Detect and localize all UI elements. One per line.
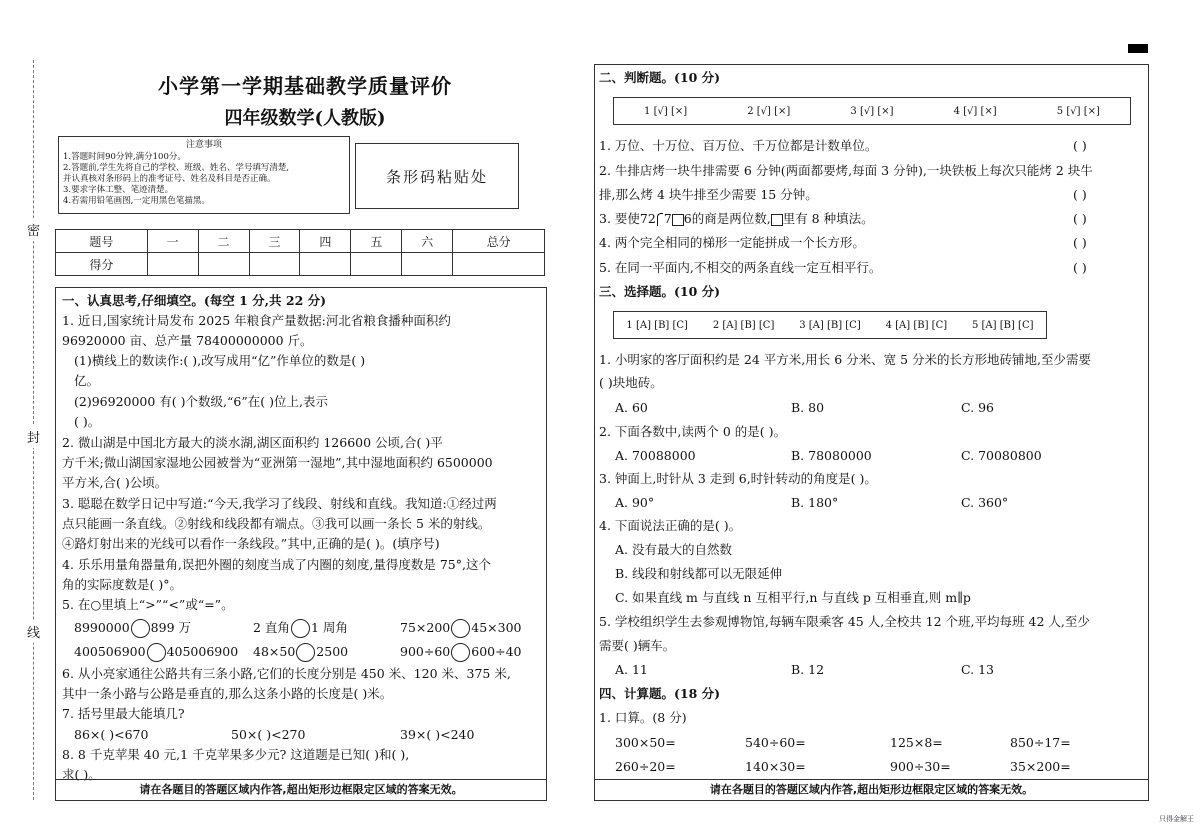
choice-q5: 需要( )辆车。 [599, 638, 676, 653]
judge-q2: 排,那么烤 4 块牛排至少需要 15 分钟。 [599, 187, 818, 202]
q7-item: 39×( )<240 [400, 727, 475, 742]
judge-q4: 4. 两个完全相同的梯形一定能拼成一个长方形。 [599, 235, 865, 250]
compare-item [400, 643, 522, 662]
q7-item: 50×( )<270 [231, 727, 306, 742]
choice-answer-sheet [613, 311, 1047, 339]
choice-answer-slot[interactable]: 5 [A] [B] [C] [971, 319, 1034, 331]
notice-item: 1.答题时间90分钟,满分100分。 [63, 152, 186, 162]
choice-q2: 2. 下面各数中,读两个 0 的是( )。 [599, 424, 787, 439]
q7-line: 7. 括号里最大能填几? [62, 706, 185, 721]
compare-left: 900÷60 [400, 644, 451, 659]
notice-item: 2.答题前,学生先将自己的学校、班级、姓名、学号填写清楚, [63, 163, 290, 173]
judge-q3-text: 6的商是两位数, [683, 211, 771, 226]
compare-right: 2500 [316, 644, 349, 659]
choice-option: B. 180° [791, 495, 839, 510]
compare-item [253, 619, 348, 638]
oral-calc-item: 140×30= [745, 759, 806, 774]
judge-q1: 1. 万位、十万位、百万位、千万位都是计数单位。 [599, 138, 878, 153]
compare-circle[interactable] [147, 643, 166, 662]
q1-part1: (1)横线上的数读作:( ),改写成用“亿”作单位的数是( ) [74, 353, 366, 368]
compare-circle[interactable] [451, 619, 470, 638]
choice-answer-slot[interactable]: 4 [A] [B] [C] [885, 319, 948, 331]
q6-line: 其中一条小路与公路是垂直的,那么这条小路的长度是( )米。 [62, 686, 393, 701]
compare-circle[interactable] [291, 619, 310, 638]
oral-calc-item: 900÷30= [890, 759, 951, 774]
judge-paren: ( ) [1073, 235, 1087, 250]
score-header-cell: 总分 [453, 230, 545, 253]
choice-option: C. 96 [961, 400, 994, 415]
choice-option: B. 12 [791, 662, 825, 677]
choice-option: A. 没有最大的自然数 [615, 542, 732, 557]
compare-left: 400506900 [74, 644, 146, 659]
judge-q3-text: 里有 8 种填法。 [782, 211, 874, 226]
choice-option: C. 13 [961, 662, 994, 677]
judge-q5: 5. 在同一平面内,不相交的两条直线一定互相平行。 [599, 260, 882, 275]
compare-circle[interactable] [296, 643, 315, 662]
compare-item [400, 619, 522, 638]
judge-answer-slot[interactable]: 4 [√] [×] [953, 105, 997, 117]
choice-option: A. 11 [615, 662, 648, 677]
choice-option: B. 线段和射线都可以无限延伸 [615, 566, 783, 581]
notice-box [58, 136, 350, 214]
q2-line: 平方米,合( )公顷。 [62, 475, 168, 490]
notice-item: 并认真核对条形码上的准考证号、姓名及科目是否正确。 [63, 174, 276, 184]
q8-line: 8. 8 千克苹果 40 元,1 千克苹果多少元? 这道题是已知( )和( ), [62, 747, 410, 762]
judge-paren: ( ) [1073, 260, 1087, 275]
score-header-cell: 一 [147, 230, 198, 253]
oral-calc-item: 300×50= [615, 735, 676, 750]
judge-paren: ( ) [1073, 138, 1087, 153]
binding-mark-xian: 线 [27, 620, 40, 643]
judge-paren: ( ) [1073, 211, 1087, 226]
compare-left: 2 直角 [253, 620, 290, 635]
judge-q2: 2. 牛排店烤一块牛排需要 6 分钟(两面都要烤,每面 3 分钟),一块铁板上每次只能烤 2 块牛 [599, 163, 1093, 178]
score-cell[interactable] [402, 253, 453, 276]
score-cell[interactable] [198, 253, 249, 276]
q2-line: 2. 微山湖是中国北方最大的淡水湖,湖区面积约 126600 公顷,合( )平 [62, 435, 443, 450]
compare-circle[interactable] [131, 619, 150, 638]
q1-line: 96920000 亩、总产量 78400000000 斤。 [62, 333, 313, 348]
q3-line: ④路灯射出来的光线可以看作一条线段。”其中,正确的是( )。(填序号) [62, 536, 440, 551]
right-footer-warning: 请在各题目的答题区域内作答,超出矩形边框限定区域的答案无效。 [595, 779, 1148, 800]
score-cell[interactable] [300, 253, 351, 276]
score-table [55, 229, 545, 276]
q6-line: 6. 从小亮家通往公路共有三条小路,它们的长度分别是 450 米、120 米、375 米, [62, 666, 511, 681]
section-1-heading: 一、认真思考,仔细填空。(每空 1 分,共 22 分) [62, 293, 327, 308]
choice-q1: ( )块地砖。 [599, 375, 663, 390]
oral-calc-item: 125×8= [890, 735, 943, 750]
compare-item [74, 643, 238, 662]
notice-title: 注意事项 [185, 140, 222, 150]
choice-answer-slot[interactable]: 1 [A] [B] [C] [626, 319, 688, 331]
choice-q4: 4. 下面说法正确的是( )。 [599, 518, 742, 533]
q2-line: 方千米;微山湖国家湿地公园被誉为“亚洲第一湿地”,其中湿地面积约 6500000 [62, 455, 493, 470]
choice-option: A. 60 [615, 400, 648, 415]
oral-calc-item: 35×200= [1010, 759, 1071, 774]
score-header-cell: 六 [402, 230, 453, 253]
choice-option: B. 78080000 [791, 448, 872, 463]
q5-line: 5. 在○里填上“>”“<”或“=”。 [62, 597, 234, 612]
choice-option: C. 如果直线 m 与直线 n 互相平行,n 与直线 p 互相垂直,则 m∥p [615, 590, 971, 605]
score-header-cell: 二 [198, 230, 249, 253]
judge-paren: ( ) [1073, 187, 1087, 202]
score-header-cell: 题号 [56, 230, 148, 253]
q1-line: 1. 近日,国家统计局发布 2025 年粮食产量数据:河北省粮食播种面积约 [62, 313, 451, 328]
score-header-cell: 五 [351, 230, 402, 253]
choice-q1: 1. 小明家的客厅面积约是 24 平方米,用长 6 分米、宽 5 分米的长方形地砖铺地,至少需要 [599, 352, 1091, 367]
right-answer-panel [594, 64, 1149, 801]
notice-item: 3.要求字体工整、笔迹清楚。 [63, 185, 174, 195]
oral-calc-item: 540÷60= [745, 735, 806, 750]
compare-right: 45×300 [471, 620, 522, 635]
section-4-heading: 四、计算题。(18 分) [599, 686, 721, 701]
watermark-logo: 只得金解王 [1159, 815, 1194, 823]
judge-q3-text: 7 [663, 211, 672, 226]
q4-line: 4. 乐乐用量角器量角,误把外圈的刻度当成了内圈的刻度,量得度数是 75°,这个 [62, 557, 491, 572]
division-bracket-icon [657, 213, 663, 226]
blank-square-icon [771, 214, 783, 226]
left-answer-panel [55, 287, 547, 801]
score-cell[interactable] [249, 253, 300, 276]
judge-answer-sheet [613, 97, 1131, 125]
q8-line: 求( )。 [62, 767, 101, 782]
judge-answer-slot[interactable]: 1 [√] [×] [644, 105, 688, 117]
section-3-heading: 三、选择题。(10 分) [599, 284, 721, 299]
choice-option: B. 80 [791, 400, 825, 415]
q1-part2-end: ( )。 [74, 414, 101, 429]
choice-answer-slot[interactable]: 3 [A] [B] [C] [799, 319, 861, 331]
q3-line: 点只能画一条直线。②射线和线段都有端点。③我可以画一条长 5 米的射线。 [62, 516, 491, 531]
oral-calc-item: 260÷20= [615, 759, 676, 774]
judge-answer-slot[interactable]: 2 [√] [×] [747, 105, 791, 117]
exam-title: 小学第一学期基础教学质量评价 [158, 74, 452, 98]
calc-part1-heading: 1. 口算。(8 分) [599, 710, 687, 725]
compare-right: 899 万 [150, 620, 192, 635]
compare-left: 8990000 [74, 620, 130, 635]
blank-square-icon [672, 214, 684, 226]
compare-right: 600÷40 [471, 644, 522, 659]
judge-q3-text: 3. 要使72 [599, 211, 656, 226]
barcode-area: 条形码粘贴处 [355, 143, 519, 209]
q1-part1-end: 亿。 [74, 373, 100, 388]
q3-line: 3. 聪聪在数学日记中写道:“今天,我学习了线段、射线和直线。我知道:①经过两 [62, 496, 497, 511]
compare-item [253, 643, 348, 662]
exam-subtitle: 四年级数学(人教版) [224, 108, 386, 129]
compare-right: 405006900 [166, 644, 239, 659]
choice-answer-slot[interactable]: 2 [A] [B] [C] [712, 319, 775, 331]
choice-q3: 3. 钟面上,时针从 3 走到 6,时针转动的角度是( )。 [599, 471, 877, 486]
compare-right: 1 周角 [310, 620, 348, 635]
choice-option: C. 70080800 [961, 448, 1042, 463]
choice-option: C. 360° [961, 495, 1009, 510]
q7-item: 86×( )<670 [74, 727, 149, 742]
choice-option: A. 70088000 [615, 448, 696, 463]
left-footer-warning: 请在各题目的答题区域内作答,超出矩形边框限定区域的答案无效。 [56, 779, 546, 800]
score-row-label: 得分 [56, 253, 148, 276]
binding-mark-mi: 密 [27, 218, 40, 241]
position-marker [1128, 44, 1148, 53]
choice-option: A. 90° [615, 495, 655, 510]
binding-mark-feng: 封 [27, 425, 40, 448]
score-cell[interactable] [453, 253, 545, 276]
compare-left: 48×50 [253, 644, 296, 659]
score-cell[interactable] [351, 253, 402, 276]
score-header-cell: 三 [249, 230, 300, 253]
score-cell[interactable] [147, 253, 198, 276]
notice-item: 4.若需用铅笔画图,一定用黑色笔描黑。 [63, 196, 210, 206]
score-header-cell: 四 [300, 230, 351, 253]
oral-calc-item: 850÷17= [1010, 735, 1071, 750]
judge-q3 [599, 211, 874, 227]
q1-part2: (2)96920000 有( )个数级,“6”在( )位上,表示 [74, 394, 328, 409]
section-2-heading: 二、判断题。(10 分) [599, 70, 721, 85]
compare-item [74, 619, 191, 638]
compare-left: 75×200 [400, 620, 451, 635]
choice-q5: 5. 学校组织学生去参观博物馆,每辆车限乘客 45 人,全校共 12 个班,平均每班 42 人,至少 [599, 614, 1090, 629]
compare-circle[interactable] [451, 643, 470, 662]
judge-answer-slot[interactable]: 5 [√] [×] [1056, 105, 1100, 117]
q4-line: 角的实际度数是( )°。 [62, 577, 182, 592]
judge-answer-slot[interactable]: 3 [√] [×] [850, 105, 894, 117]
